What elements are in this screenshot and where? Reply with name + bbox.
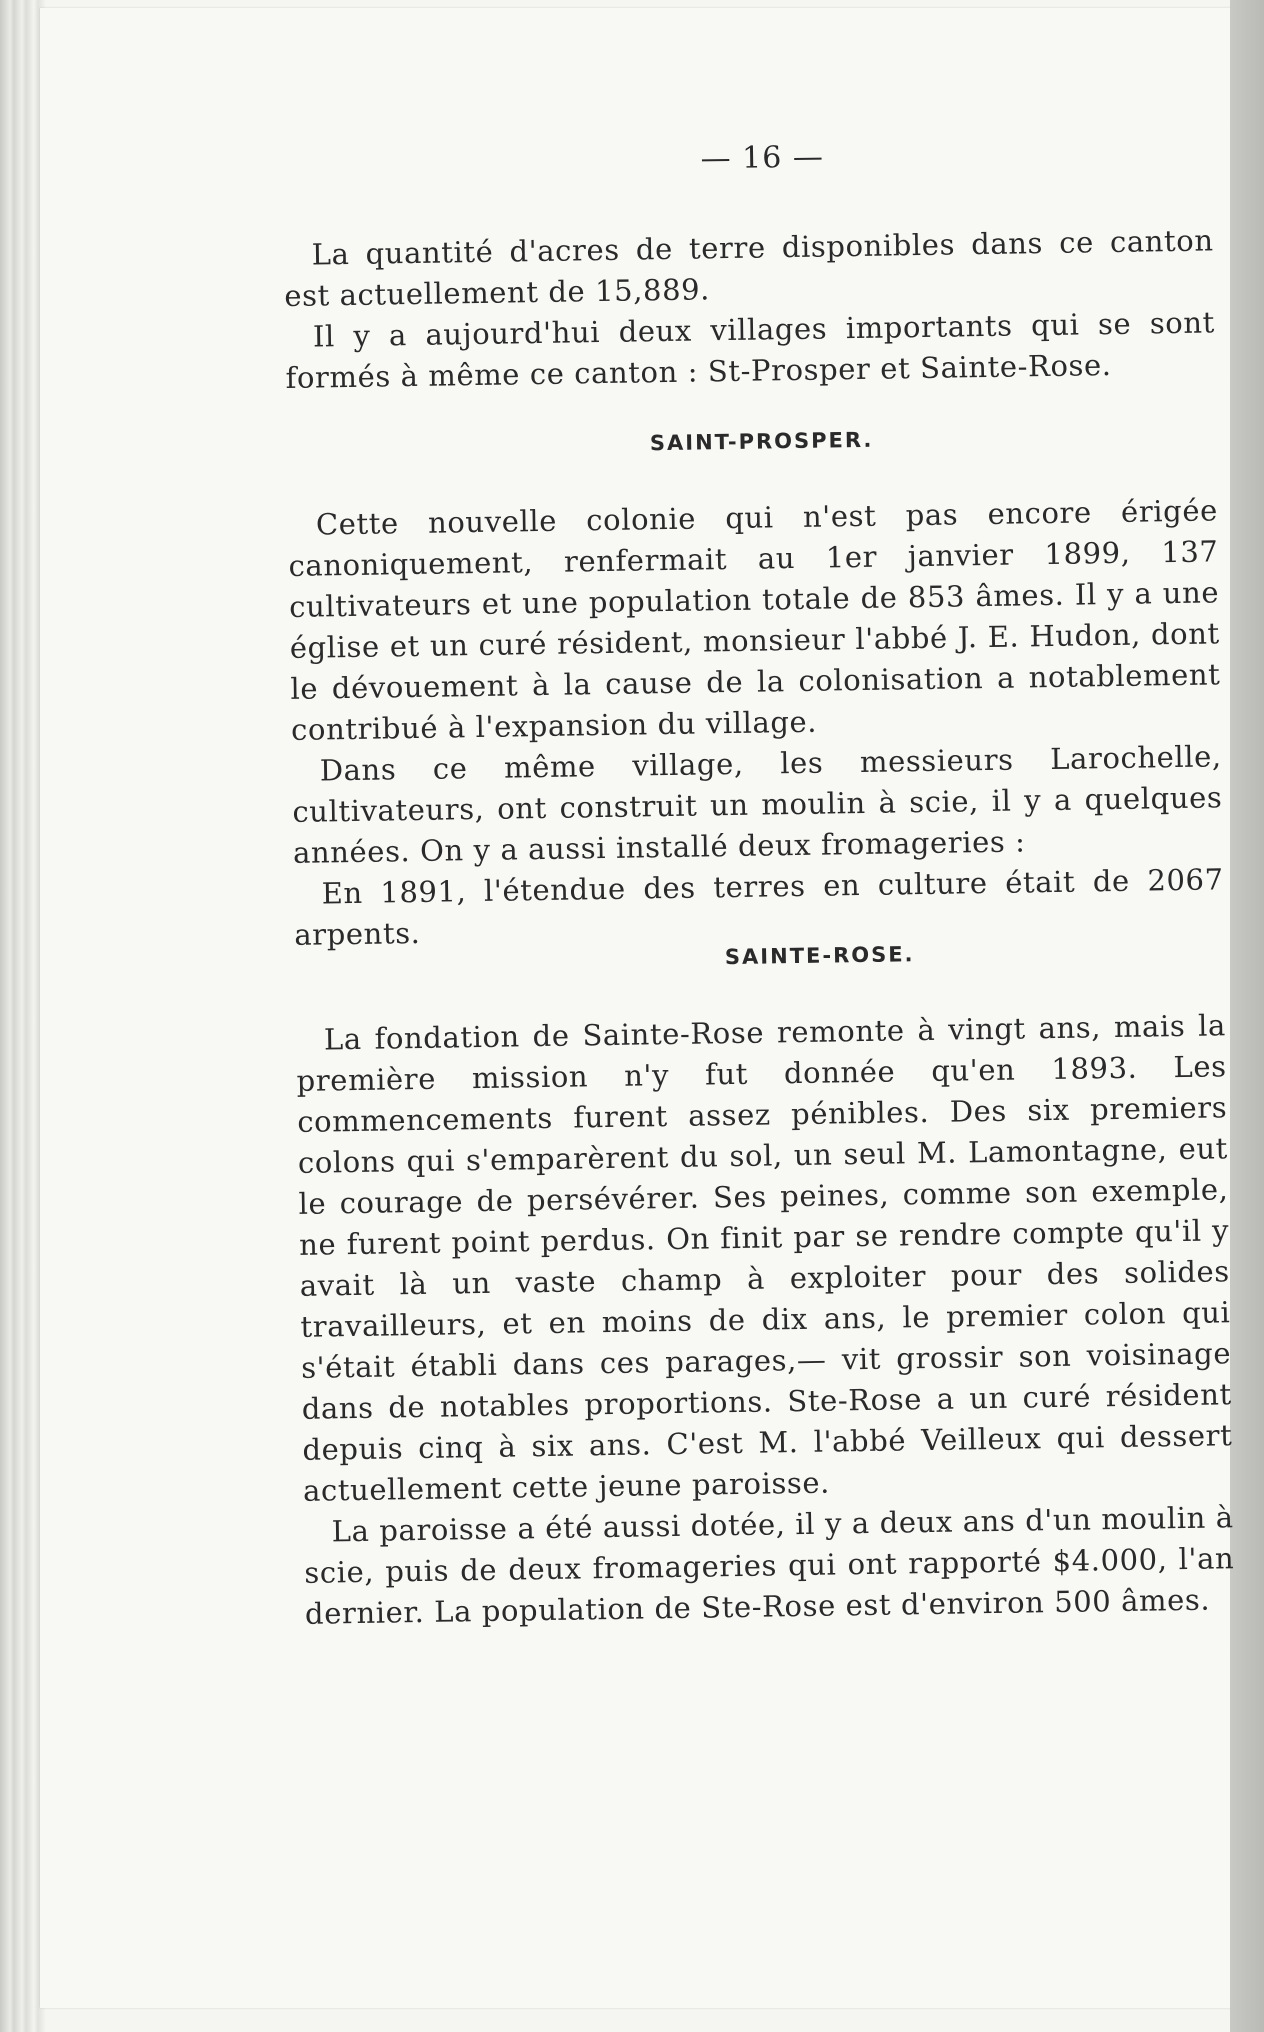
page-text [282, 133, 1235, 1634]
saint-prosper-paragraph-1: Cette nouvelle colonie qui n'est pas encore érigée canoniquement, renfermait au 1er janvier 1899, 137 cultivateurs et une population totale de 853 âmes. Il y a une église et un curé résident, monsieur l'abbé J. E. Hudon, dont le dévouement à la cause de la colonisation a notablement contribué à l'expansion du village. [288, 493, 1221, 747]
sainte-rose-paragraph-1: La fondation de Sainte-Rose remonte à vingt ans, mais la première mission n'y fut donnée qu'en 1893. Les commencements furent assez pénibles. Des six premiers colons qui s'emparèrent du sol, un seul M. Lamontagne, eut le courage de persévérer. Ses peines, comme son exemple, ne furent point perdus. On finit par se rendre compte qu'il y avait là un vaste champ à exploiter pour des solides travailleurs, et en moins de dix ans, le premier colon qui s'était établi dans ces parages,— vit grossir son voisinage dans de notables proportions. Ste-Rose a un curé résident depuis cinq à six ans. C'est M. l'abbé Veilleux qui dessert actuellement cette jeune paroisse. [296, 1008, 1233, 1508]
section-heading-sainte-rose: SAINTE-ROSE. [724, 942, 915, 970]
page-number: — 16 — [700, 139, 825, 177]
intro-paragraph-1: La quantité d'acres de terre disponibles dans ce canton est actuellement de 15,889. [284, 223, 1214, 313]
saint-prosper-paragraph-3: En 1891, l'étendue des terres en culture était de 2067 arpents. [294, 862, 1224, 952]
saint-prosper-paragraph-2: Dans ce même village, les messieurs Larochelle, cultivateurs, ont construit un moulin à scie, il y a quelques années. On y a aussi installé deux fromageries : [292, 739, 1223, 870]
section-heading-saint-prosper: SAINT-PROSPER. [649, 427, 874, 456]
intro-paragraph-2: Il y a aujourd'hui deux villages importants qui se sont formés à même ce canton : St-Prosper et Sainte-Rose. [285, 305, 1216, 395]
sainte-rose-paragraph-2: La paroisse a été aussi dotée, il y a deux ans d'un moulin à scie, puis de deux fromageries qui ont rapporté $4.000, l'an dernier. La population de Ste-Rose est d'environ 500 âmes. [304, 1500, 1235, 1631]
binding-edge [1230, 0, 1264, 2032]
